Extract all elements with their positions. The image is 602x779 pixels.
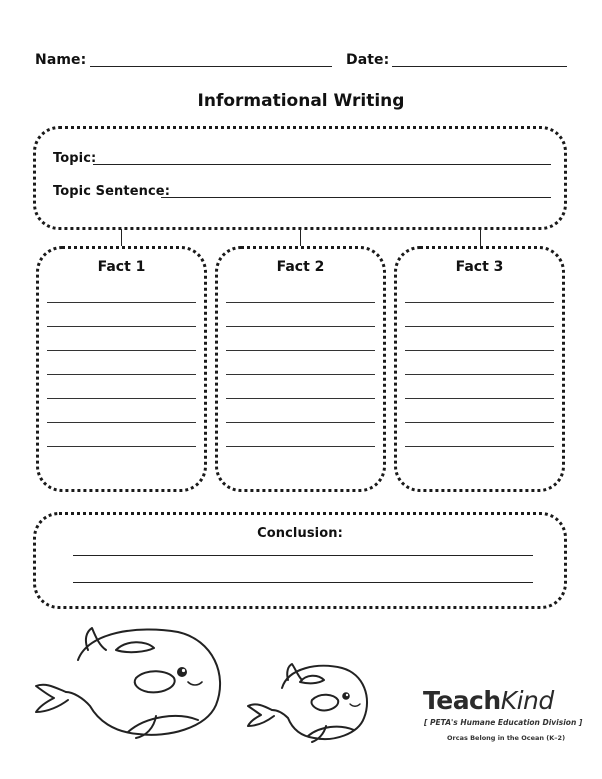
fact-line[interactable]	[47, 350, 196, 351]
fact-line[interactable]	[405, 398, 554, 399]
conclusion-box	[33, 512, 567, 609]
date-label: Date:	[346, 52, 390, 68]
fact-line[interactable]	[47, 422, 196, 423]
logo-wordmark	[423, 686, 573, 715]
fact-line[interactable]	[405, 422, 554, 423]
topic-sentence-label: Topic Sentence:	[53, 184, 171, 199]
fact-line[interactable]	[226, 422, 375, 423]
fact-title: Fact 2	[276, 259, 325, 275]
conclusion-line[interactable]	[73, 582, 533, 583]
connector-line	[480, 229, 481, 246]
fact-line[interactable]	[226, 374, 375, 375]
fact-title: Fact 3	[455, 259, 504, 275]
logo-kind: Kind	[500, 686, 554, 715]
name-label: Name:	[35, 52, 87, 68]
date-field[interactable]	[392, 66, 567, 67]
topic-field[interactable]	[93, 164, 551, 165]
logo-subtitle: [ PETA's Humane Education Division ]	[424, 718, 583, 727]
fact-box-1	[36, 246, 207, 492]
fact-line[interactable]	[47, 302, 196, 303]
connector-line	[300, 229, 301, 246]
fact-line[interactable]	[226, 350, 375, 351]
fact-line[interactable]	[47, 374, 196, 375]
fact-line[interactable]	[405, 446, 554, 447]
topic-label: Topic:	[53, 151, 97, 166]
fact-title: Fact 1	[97, 259, 146, 275]
name-field[interactable]	[90, 66, 332, 67]
conclusion-label: Conclusion:	[257, 526, 343, 541]
topic-box	[33, 126, 567, 230]
page-title: Informational Writing	[197, 91, 405, 111]
fact-line[interactable]	[226, 446, 375, 447]
fact-line[interactable]	[47, 326, 196, 327]
conclusion-line[interactable]	[73, 555, 533, 556]
logo-teach: Teach	[423, 686, 501, 715]
fact-line[interactable]	[405, 350, 554, 351]
orca-icon	[28, 620, 228, 740]
teachkind-logo	[423, 686, 573, 715]
fact-box-3	[394, 246, 565, 492]
fact-line[interactable]	[226, 326, 375, 327]
topic-sentence-field[interactable]	[161, 197, 551, 198]
fact-line[interactable]	[226, 398, 375, 399]
fact-line[interactable]	[405, 302, 554, 303]
document-label: Orcas Belong in the Ocean (K–2)	[447, 734, 566, 742]
fact-box-2	[215, 246, 386, 492]
connector-line	[121, 229, 122, 246]
orca-icon	[242, 660, 372, 745]
fact-line[interactable]	[47, 398, 196, 399]
fact-line[interactable]	[405, 374, 554, 375]
fact-line[interactable]	[47, 446, 196, 447]
fact-line[interactable]	[226, 302, 375, 303]
fact-line[interactable]	[405, 326, 554, 327]
